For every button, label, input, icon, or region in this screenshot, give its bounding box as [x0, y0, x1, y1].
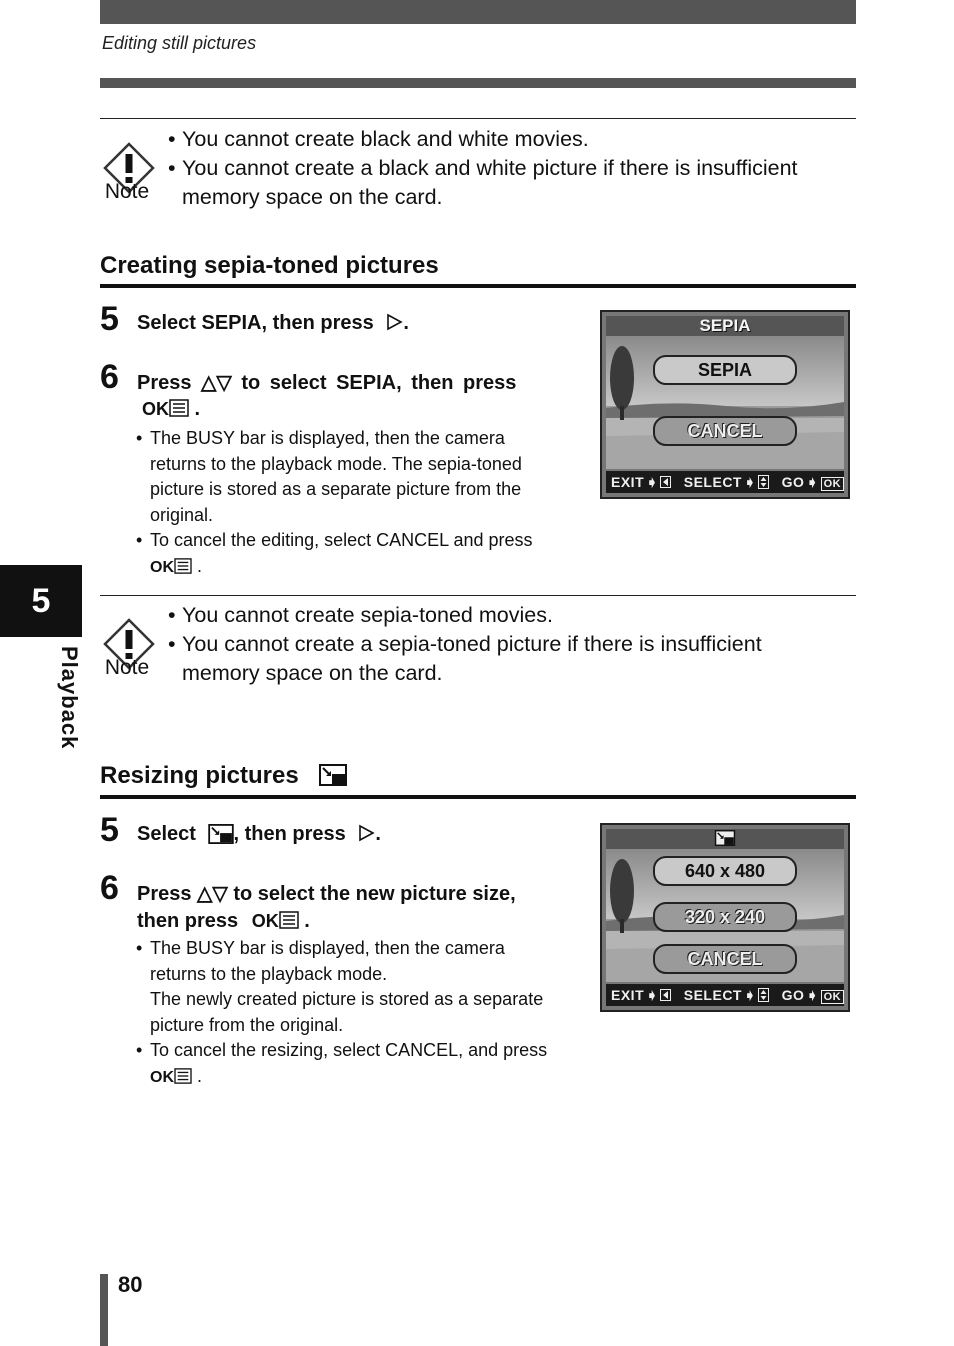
left-button-icon: [660, 476, 671, 488]
step-6-text: Press △▽ to select the new picture size,: [137, 883, 516, 905]
note-2-text: [168, 601, 858, 688]
sepia-bullets: • The BUSY bar is displayed, then the camera returns to the playback mode. The sepia-toned picture is stored as a separate picture from the original. • To cancel the editing, select CANCEL and press OK .: [136, 426, 586, 580]
resize-icon: [319, 764, 347, 786]
note-label: Note: [104, 656, 150, 679]
step-number: 6: [100, 358, 119, 396]
note-bullet-cont: memory space on the card.: [182, 661, 443, 685]
note-bullet: • You cannot create sepia-toned movies.: [168, 603, 553, 627]
menu-option-640x480[interactable]: 640 x 480: [653, 856, 797, 886]
menu-option-320x240[interactable]: 320 x 240: [653, 902, 797, 932]
ok-instruction: then press OK .: [137, 910, 310, 932]
step-number: 6: [100, 869, 119, 907]
menu-option-cancel[interactable]: CANCEL: [653, 416, 797, 446]
resize-bullets: • The BUSY bar is displayed, then the camera returns to the playback mode. The newly created picture is stored as a separate picture from the original. • To cancel the resizing, select CANCEL, and press OK .: [136, 936, 586, 1090]
header-rule: [100, 78, 856, 88]
header-bar: [100, 0, 856, 24]
screen-control-bar: EXIT ➧ SELECT ➧ GO ➧ OK: [606, 471, 844, 493]
step-number: 5: [100, 811, 119, 849]
updown-button-icon: [758, 988, 769, 1002]
step-number: 5: [100, 300, 119, 338]
note-rule: [100, 595, 856, 596]
step-5-text: Select , then press .: [137, 823, 381, 845]
ok-menu-icon: OK: [150, 555, 192, 581]
step-6-text: Press △▽ to select SEPIA, then press: [137, 372, 517, 394]
note-bullet: • You cannot create black and white movies.: [168, 127, 589, 151]
ok-menu-icon: OK: [142, 399, 189, 420]
camera-screen-resize: [600, 823, 850, 1012]
note-bullet: • You cannot create a black and white picture if there is insufficient: [168, 156, 798, 180]
updown-button-icon: [758, 475, 769, 489]
section-rule: [100, 795, 856, 799]
step-5-text: Select SEPIA, then press .: [137, 312, 409, 334]
ok-menu-icon: OK: [150, 1065, 192, 1091]
chapter-label: Playback: [57, 646, 82, 750]
left-button-icon: [660, 989, 671, 1001]
section-title-resize: Resizing pictures: [100, 762, 347, 790]
screen-control-bar: EXIT ➧ SELECT ➧ GO ➧ OK: [606, 984, 844, 1006]
page-number: 80: [118, 1272, 143, 1297]
screen-title: SEPIA: [606, 316, 844, 336]
right-arrow-icon: [357, 824, 375, 842]
running-head: Editing still pictures: [102, 33, 257, 53]
resize-icon: [208, 824, 234, 844]
note-bullet-cont: memory space on the card.: [182, 185, 443, 209]
section-title-sepia: Creating sepia-toned pictures: [100, 252, 439, 279]
camera-screen-sepia: [600, 310, 850, 499]
ok-instruction: OK .: [142, 398, 201, 420]
menu-option-cancel[interactable]: CANCEL: [653, 944, 797, 974]
page-number-bar: [100, 1274, 108, 1346]
menu-option-sepia[interactable]: SEPIA: [653, 355, 797, 385]
ok-menu-icon: OK: [252, 911, 299, 932]
note-1-text: [168, 125, 858, 212]
resize-icon: [714, 830, 736, 846]
note-label: Note: [104, 180, 150, 203]
right-arrow-icon: [385, 313, 403, 331]
section-rule: [100, 284, 856, 288]
note-rule: [100, 118, 856, 119]
note-bullet: • You cannot create a sepia-toned picture if there is insufficient: [168, 632, 762, 656]
screen-title: [606, 829, 844, 849]
chapter-tab: 5: [0, 565, 82, 637]
